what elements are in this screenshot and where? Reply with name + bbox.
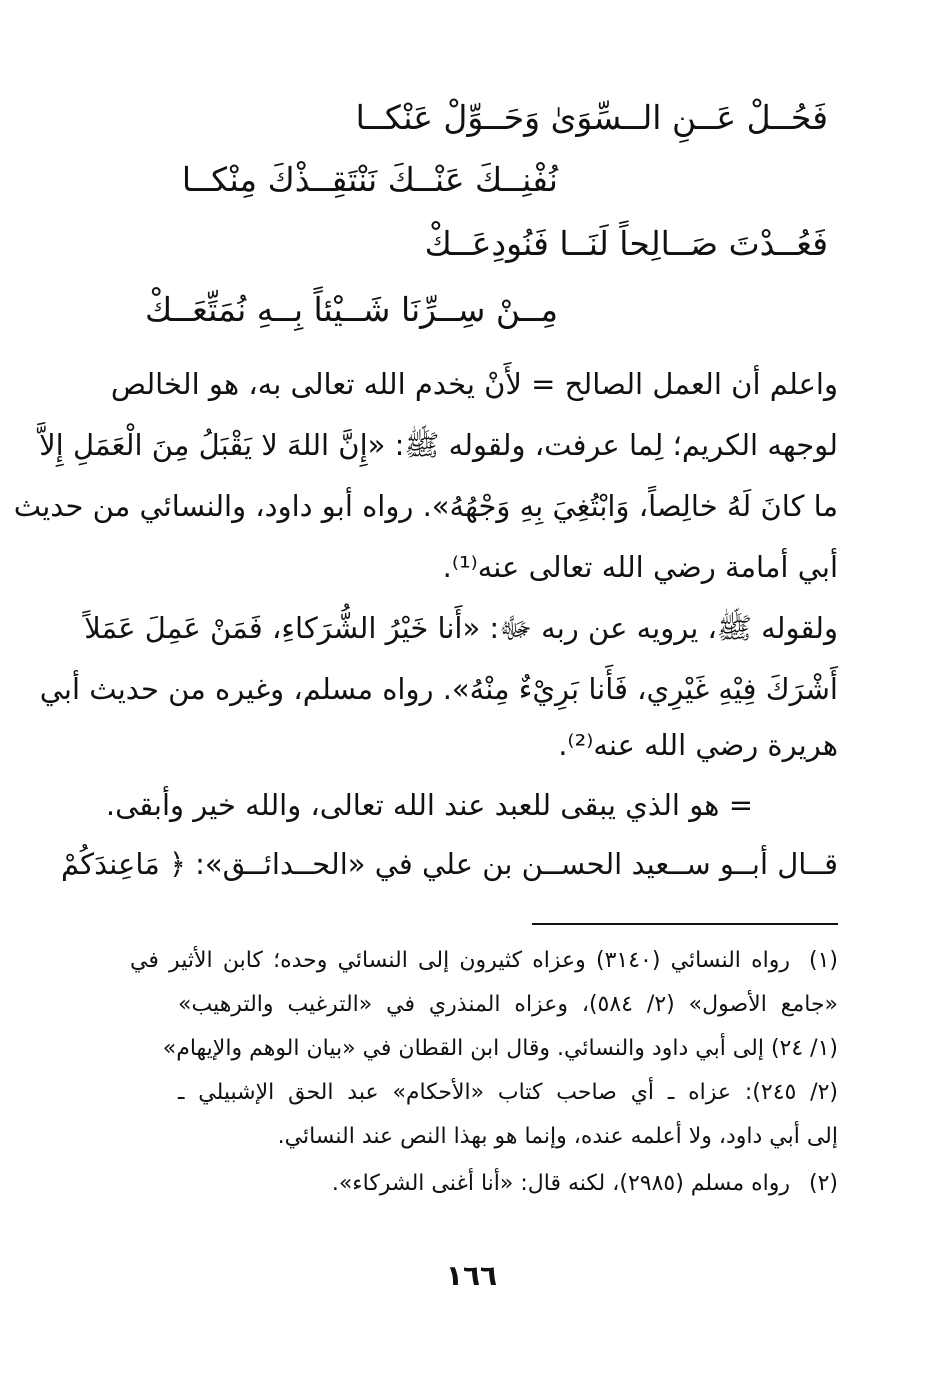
- paragraph-line: أَشْرَكَ فِيْهِ غَيْرِي، فَأَنا بَرِيْءٌ مِنْهُ». رواه مسلم، وغيره من حديث أبي: [39, 672, 838, 706]
- paragraph-line: واعلم أن العمل الصالح = لأَنْ يخدم الله تعالى به، هو الخالص: [110, 367, 838, 401]
- paragraph-line: ما كانَ لَهُ خالِصاً، وَابْتُغِيَ بِهِ وَجْهُهُ». رواه أبو داود، والنسائي من حديث: [13, 489, 838, 523]
- paragraph-line: قــال أبــو ســعيد الحســن بن علي في «الحــدائــق»: ﴿ مَاعِندَكُمْ: [60, 847, 838, 881]
- paragraph-line: أبي أمامة رضي الله تعالى عنه⁽¹⁾.: [442, 550, 838, 584]
- footnote-line: [130, 1166, 838, 1202]
- footnote-line: «جامع الأصول» (٢/ ٥٨٤)، وعزاه المنذري في «الترغيب والترهيب»: [178, 992, 838, 1017]
- footnote-divider: [532, 923, 838, 925]
- footnote-text: رواه النسائي (٣١٤٠) وعزاه كثيرون إلى النسائي وحده؛ كابن الأثير في: [130, 948, 791, 973]
- verse-line: مِــنْ سِــرِّنَا شَــيْئاً بِــهِ نُمَتِّعَــكْ: [145, 290, 558, 329]
- paragraph-line: لوجهه الكريم؛ لِما عرفت، ولقوله ﷺ: «إِنَّ اللهَ لا يَقْبَلُ مِنَ الْعَمَلِ إِلاَّ: [39, 428, 838, 462]
- verse-line: فَحُــلْ عَــنِ الــسِّوَىٰ وَحَــوِّلْ عَنْكــا: [355, 98, 828, 137]
- verse-line: نُفْنِــكَ عَنْــكَ نَنْتَقِــذْكَ مِنْكــا: [181, 160, 558, 199]
- paragraph-line: هريرة رضي الله عنه⁽²⁾.: [558, 728, 838, 762]
- paragraph-line: ولقوله ﷺ، يرويه عن ربه ﷻ: «أَنا خَيْرُ الشُّرَكاءِ، فَمَنْ عَمِلَ عَمَلاً: [84, 611, 838, 645]
- footnote-line: (٢/ ٢٤٥): عزاه ـ أي صاحب كتاب «الأحكام» عبد الحق الإشبيلي ـ: [178, 1080, 838, 1105]
- footnote-number: (٢): [808, 1171, 838, 1196]
- footnote-line: إلى أبي داود، ولا أعلمه عنده، وإنما هو بهذا النص عند النسائي.: [277, 1124, 838, 1149]
- footnote-line: [130, 943, 838, 979]
- verse-line: فَعُــدْتَ صَــالِحاً لَنَــا فَنُودِعَــكْ: [424, 224, 828, 263]
- footnote-line: (١/ ٢٤) إلى أبي داود والنسائي. وقال ابن القطان في «بيان الوهم والإيهام»: [162, 1036, 838, 1061]
- footnote-text: رواه مسلم (٢٩٨٥)، لكنه قال: «أنا أغنى الشركاء».: [331, 1171, 790, 1196]
- paragraph-line: = هو الذي يبقى للعبد عند الله تعالى، والله خير وأبقى.: [105, 788, 753, 822]
- page-number: ١٦٦: [445, 1259, 498, 1292]
- footnote-number: (١): [809, 948, 839, 973]
